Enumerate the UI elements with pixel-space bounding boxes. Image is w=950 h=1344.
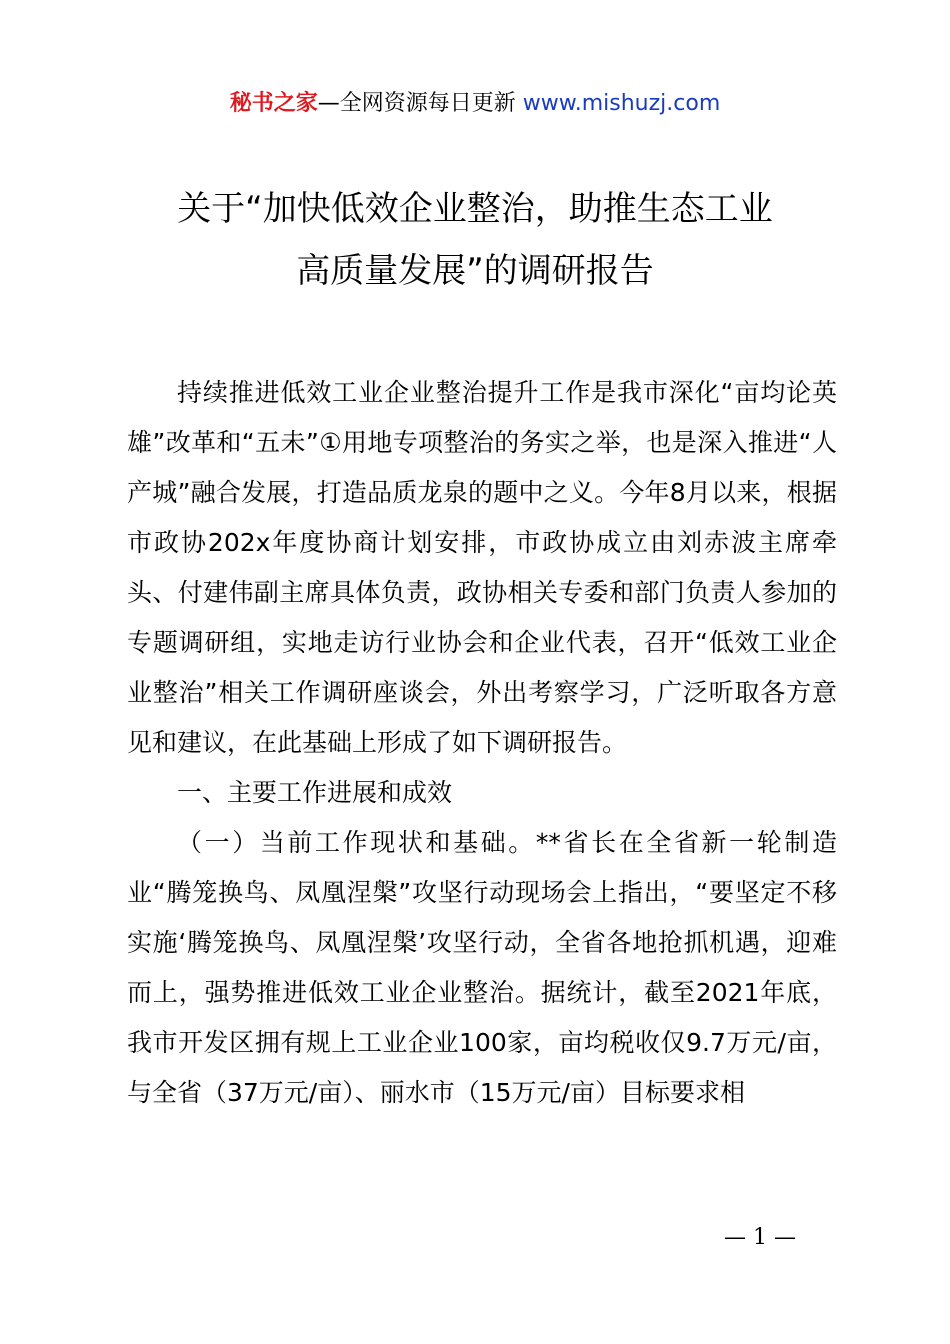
section-heading: 一、主要工作进展和成效 <box>177 778 453 807</box>
subsection-paragraph: （一）当前工作现状和基础。**省长在全省新一轮制造业“腾笼换鸟、凤凰涅槃”攻坚行动现场会上指出，“要坚定不移实施‘腾笼换鸟、凤凰涅槃’攻坚行动，全省各地抢抓机遇，迎难而上，强势推进低效工业企业整治。据统计，截至2021年底，我市开发区拥有规上工业企业100家，亩均税收仅9.7万元/亩，与全省（37万元/亩）、丽水市（15万元/亩）目标要求相 <box>127 828 837 1107</box>
header-url-link[interactable]: www.mishuzj.com <box>522 91 721 116</box>
brand-name: 秘书之家 <box>229 91 318 116</box>
title-line-1: 关于“加快低效企业整治，助推生态工业 <box>177 189 773 229</box>
page-number: — 1 — <box>724 1225 796 1250</box>
intro-paragraph: 持续推进低效工业企业整治提升工作是我市深化“亩均论英雄”改革和“五未”①用地专项整治的务实之举，也是深入推进“人产城”融合发展，打造品质龙泉的题中之义。今年8月以来，根据市政协202x年度协商计划安排，市政协成立由刘赤波主席牵头、付建伟副主席具体负责，政协相关专委和部门负责人参加的专题调研组，实地走访行业协会和企业代表，召开“低效工业企业整治”相关工作调研座谈会，外出考察学习，广泛听取各方意见和建议，在此基础上形成了如下调研报告。 <box>127 378 837 757</box>
document-title <box>0 178 950 302</box>
title-line-2: 高质量发展”的调研报告 <box>296 251 654 291</box>
site-header <box>0 88 950 120</box>
document-body <box>127 368 837 1118</box>
header-tagline: —全网资源每日更新 <box>317 91 523 116</box>
